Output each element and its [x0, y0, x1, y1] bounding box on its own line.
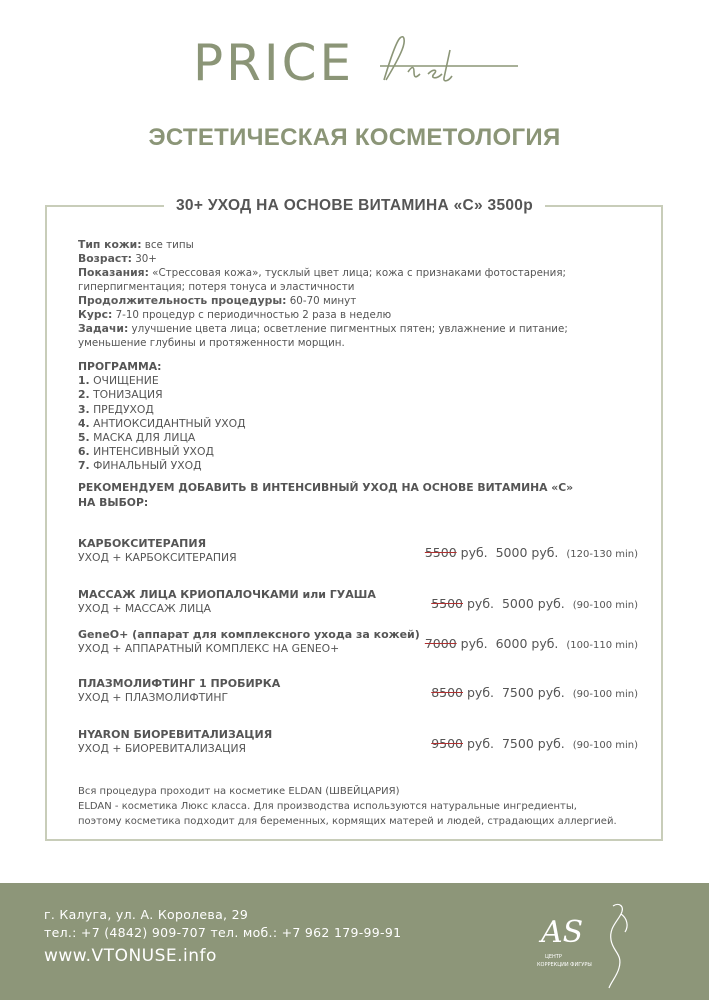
step-text: ПРЕДУХОД — [93, 402, 154, 416]
info-row — [78, 238, 638, 252]
old-price-currency: руб. — [463, 685, 495, 700]
info-row — [78, 294, 638, 308]
info-label: Возраст: — [78, 252, 132, 265]
service-name: HYARON БИОРЕВИТАЛИЗАЦИЯ — [78, 728, 273, 741]
service-description: УХОД + АППАРАТНЫЙ КОМПЛЕКС НА GENEO+ — [78, 642, 340, 655]
price-heading: PRICE — [193, 34, 355, 92]
new-price: 5000 руб. — [501, 596, 565, 611]
footer-address: г. Калуга, ул. А. Королева, 29 — [44, 907, 249, 922]
service-item — [78, 628, 638, 660]
recommend-heading — [78, 481, 638, 510]
info-row — [78, 322, 638, 350]
step-text: ФИНАЛЬНЫЙ УХОД — [93, 459, 202, 473]
new-price: 6000 руб. — [495, 636, 559, 651]
footer-phones: тел.: +7 (4842) 909-707 тел. моб.: +7 962 179-99-91 — [44, 925, 402, 940]
service-description: УХОД + КАРБОКСИТЕРАПИЯ — [78, 551, 237, 564]
footer-website-link[interactable]: www.VTONUSE.info — [44, 946, 217, 966]
old-price-currency: руб. — [456, 545, 488, 560]
old-price: 8500 — [431, 685, 464, 700]
step-number: 6. — [78, 445, 90, 459]
info-text: 30+ — [131, 253, 157, 265]
old-price: 7000 — [424, 636, 457, 651]
service-prices — [431, 685, 638, 700]
service-duration: (100-110 min) — [566, 640, 638, 651]
program-step — [78, 459, 246, 473]
note-line-1: Вся процедура проходит на косметике ELDAN (ШВЕЙЦАРИЯ) — [78, 786, 400, 797]
page-subtitle: ЭСТЕТИЧЕСКАЯ КОСМЕТОЛОГИЯ — [148, 124, 561, 151]
service-duration: (90-100 min) — [572, 689, 638, 700]
procedure-title-text: 30+ УХОД НА ОСНОВЕ ВИТАМИНА «С» 3500р — [164, 197, 545, 214]
service-prices — [425, 636, 638, 651]
service-description: УХОД + БИОРЕВИТАЛИЗАЦИЯ — [78, 742, 247, 755]
step-text: ОЧИЩЕНИЕ — [93, 374, 159, 388]
service-name: МАССАЖ ЛИЦА КРИОПАЛОЧКАМИ или ГУАША — [78, 588, 376, 601]
old-price-currency: руб. — [463, 736, 495, 751]
step-number: 2. — [78, 388, 90, 402]
logo-sub-2: КОРРЕКЦИИ ФИГУРЫ — [537, 962, 592, 968]
logo-letters: AS — [541, 915, 584, 950]
service-item — [78, 588, 638, 620]
step-text: ТОНИЗАЦИЯ — [93, 388, 163, 402]
program-step — [78, 403, 246, 417]
step-number: 5. — [78, 431, 90, 445]
step-number: 3. — [78, 402, 90, 416]
info-text: 60-70 минут — [286, 295, 357, 307]
service-item — [78, 677, 638, 709]
note-line-3: поэтому косметика подходит для беременных, кормящих матерей и людей, страдающих аллергией. — [78, 816, 617, 827]
new-price: 7500 руб. — [501, 685, 565, 700]
info-label: Тип кожи: — [78, 238, 142, 251]
footer-contacts — [44, 906, 401, 942]
service-duration: (90-100 min) — [572, 600, 638, 611]
old-price-currency: руб. — [463, 596, 495, 611]
info-label: Продолжительность процедуры: — [78, 294, 287, 307]
step-text: АНТИОКСИДАНТНЫЙ УХОД — [93, 416, 246, 430]
procedure-title — [0, 195, 709, 215]
service-description: УХОД + МАССАЖ ЛИЦА — [78, 602, 212, 615]
program-steps — [78, 374, 246, 473]
program-step — [78, 388, 246, 402]
info-row — [78, 252, 638, 266]
info-text: все типы — [141, 239, 194, 251]
info-label: Задачи: — [78, 322, 129, 335]
service-name: GeneO+ (аппарат для комплексного ухода за кожей) — [78, 628, 420, 641]
service-item — [78, 728, 638, 760]
program-block — [78, 360, 246, 474]
header — [0, 0, 709, 190]
old-price: 9500 — [431, 736, 464, 751]
info-label: Показания: — [78, 266, 149, 279]
old-price: 5500 — [431, 596, 464, 611]
service-prices — [431, 736, 638, 751]
logo-sub-1: ЦЕНТР — [545, 954, 562, 960]
service-prices — [425, 545, 638, 560]
old-price: 5500 — [424, 545, 457, 560]
program-step — [78, 417, 246, 431]
program-title: ПРОГРАММА: — [78, 360, 162, 373]
procedure-info — [78, 238, 638, 350]
service-name: ПЛАЗМОЛИФТИНГ 1 ПРОБИРКА — [78, 677, 281, 690]
program-step — [78, 374, 246, 388]
program-step — [78, 445, 246, 459]
step-number: 7. — [78, 459, 90, 473]
service-item — [78, 537, 638, 569]
info-text: улучшение цвета лица; осветление пигментных пятен; увлажнение и питание; уменьшение глубины и протяженности морщин. — [78, 323, 568, 349]
list-script-heading — [378, 30, 523, 90]
info-row — [78, 308, 638, 322]
service-prices — [431, 596, 638, 611]
service-name: КАРБОКСИТЕРАПИЯ — [78, 537, 207, 550]
step-number: 1. — [78, 374, 90, 388]
service-duration: (90-100 min) — [572, 740, 638, 751]
brand-logo — [535, 892, 645, 992]
recommend-line-2: НА ВЫБОР: — [78, 495, 149, 509]
step-number: 4. — [78, 416, 90, 430]
program-step — [78, 431, 246, 445]
info-label: Курс: — [78, 308, 113, 321]
recommend-line-1: РЕКОМЕНДУЕМ ДОБАВИТЬ В ИНТЕНСИВНЫЙ УХОД НА ОСНОВЕ ВИТАМИНА «С» — [78, 481, 574, 494]
info-text: 7-10 процедур с периодичностью 2 раза в неделю — [112, 309, 392, 321]
step-text: ИНТЕНСИВНЫЙ УХОД — [93, 445, 214, 459]
note-line-2: ELDAN - косметика Люкс класса. Для производства используются натуральные ингредиенты, — [78, 801, 577, 812]
step-text: МАСКА ДЛЯ ЛИЦА — [93, 431, 196, 445]
service-description: УХОД + ПЛАЗМОЛИФТИНГ — [78, 691, 229, 704]
info-text: «Стрессовая кожа», тусклый цвет лица; кожа с признаками фотостарения; гиперпигментация; потеря тонуса и эластичности — [78, 267, 567, 293]
info-row — [78, 266, 638, 294]
new-price: 7500 руб. — [501, 736, 565, 751]
new-price: 5000 руб. — [495, 545, 559, 560]
old-price-currency: руб. — [456, 636, 488, 651]
service-duration: (120-130 min) — [566, 549, 638, 560]
brand-note — [78, 784, 648, 829]
list-word: list — [378, 30, 380, 31]
